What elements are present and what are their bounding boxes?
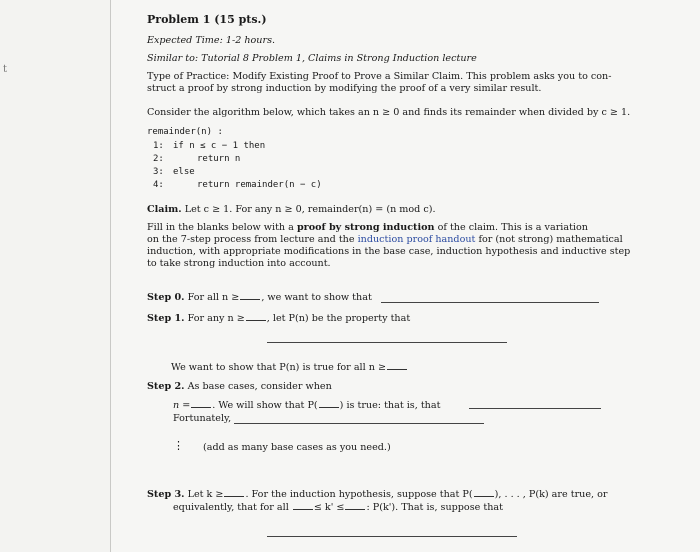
step-2-label: Step 2. [147,381,185,392]
fill-line-1-bold: proof by strong induction [296,222,435,233]
step-3-text-d: equivalently, that for all [173,502,289,513]
step-2-answer-line[interactable] [469,408,601,409]
step-2-n: n = [173,400,191,411]
step-0-text-a: For all n ≥ [187,292,240,303]
algo-line-num-2: 2: [153,154,164,164]
fortunately-label: Fortunately, [173,413,232,424]
claim-text: Let c ≥ 1. For any n ≥ 0, remainder(n) = (n mod c). [184,204,436,215]
fill-line-1 [147,222,588,234]
add-base-cases-note: (add as many base cases as you need.) [203,442,391,453]
claim-label: Claim. [147,204,182,215]
step-3-text-c: ), . . . , P(k) are true, or [494,489,608,500]
want-to-show [171,360,408,374]
fill-line-2-b: for (not strong) mathematical [478,234,623,245]
fortunately-answer-line[interactable] [234,423,484,424]
vdots: ⋮ [173,439,184,452]
step-3-p-blank[interactable] [474,487,494,497]
step-3 [147,487,607,501]
algo-line-num-1: 1: [153,141,164,151]
step-2-text-b: . We will show that P( [212,400,318,411]
step-3-text-e: ≤ k' ≤ [313,502,345,513]
step-2 [147,381,332,393]
step-0 [147,290,372,304]
step-3-low-blank[interactable] [293,500,313,510]
step-0-answer-line[interactable] [381,302,599,303]
step-3-high-blank[interactable] [345,500,365,510]
fill-line-1-a: Fill in the blanks below with a [147,222,294,233]
step-3-line-2 [173,500,503,514]
practice-line-2: struct a proof by strong induction by modifying the proof of a very similar result. [147,83,542,94]
step-2-base-case [173,398,440,412]
fill-line-1-b: of the claim. This is a variation [437,222,588,233]
algo-line-code-4: return remainder(n − c) [197,180,322,190]
fill-line-2 [147,234,623,246]
step-1-blank[interactable] [246,311,266,321]
step-3-label: Step 3. [147,489,185,500]
step-2-text-a: As base cases, consider when [187,381,332,392]
step-1-text-b: , let P(n) be the property that [266,313,411,324]
step-1-label: Step 1. [147,313,185,324]
algorithm-intro: Consider the algorithm below, which takes an n ≥ 0 and finds its remainder when divided by c ≥ 1. [147,107,631,118]
algo-line-num-4: 4: [153,180,164,190]
algorithm-signature: remainder(n) : [147,127,223,137]
problem-title: Problem 1 (15 pts.) [147,13,267,26]
expected-time: Expected Time: 1-2 hours. [147,35,276,46]
step-3-text-f: : P(k'). That is, suppose that [366,502,503,513]
step-0-label: Step 0. [147,292,185,303]
step-3-answer-line[interactable] [267,536,517,537]
step-3-text-a: Let k ≥ [187,489,224,500]
step-0-text-b: , we want to show that [261,292,372,303]
step-2-p-blank[interactable] [319,398,339,408]
practice-line-1: Type of Practice: Modify Existing Proof to Prove a Similar Claim. This problem asks you to con- [147,71,612,82]
step-1-answer-line[interactable] [267,342,507,343]
algo-line-code-2: return n [197,154,241,164]
step-3-text-b: . For the induction hypothesis, suppose that P( [245,489,473,500]
fill-line-4: to take strong induction into account. [147,258,331,269]
claim [147,204,436,216]
similar-to: Similar to: Tutorial 8 Problem 1, Claims in Strong Induction lecture [147,53,477,64]
step-1 [147,311,410,325]
fill-line-3: induction, with appropriate modifications in the base case, induction hypothesis and inductive step [147,246,631,257]
step-2-text-c: ) is true: that is, that [339,400,441,411]
step-2-n-blank[interactable] [191,398,211,408]
step-1-text-a: For any n ≥ [187,313,245,324]
algo-line-code-3: else [173,167,195,177]
induction-handout-link[interactable]: induction proof handout [357,234,476,245]
want-to-show-blank[interactable] [387,360,407,370]
step-0-blank[interactable] [240,290,260,300]
problem-page [110,0,700,552]
want-to-show-text: We want to show that P(n) is true for all n ≥ [171,362,386,373]
algo-line-code-1: if n ≤ c − 1 then [173,141,266,151]
margin-mark: t [3,64,8,75]
step-3-k-blank[interactable] [224,487,244,497]
fill-line-2-a: on the 7-step process from lecture and the [147,234,355,245]
algo-line-num-3: 3: [153,167,164,177]
